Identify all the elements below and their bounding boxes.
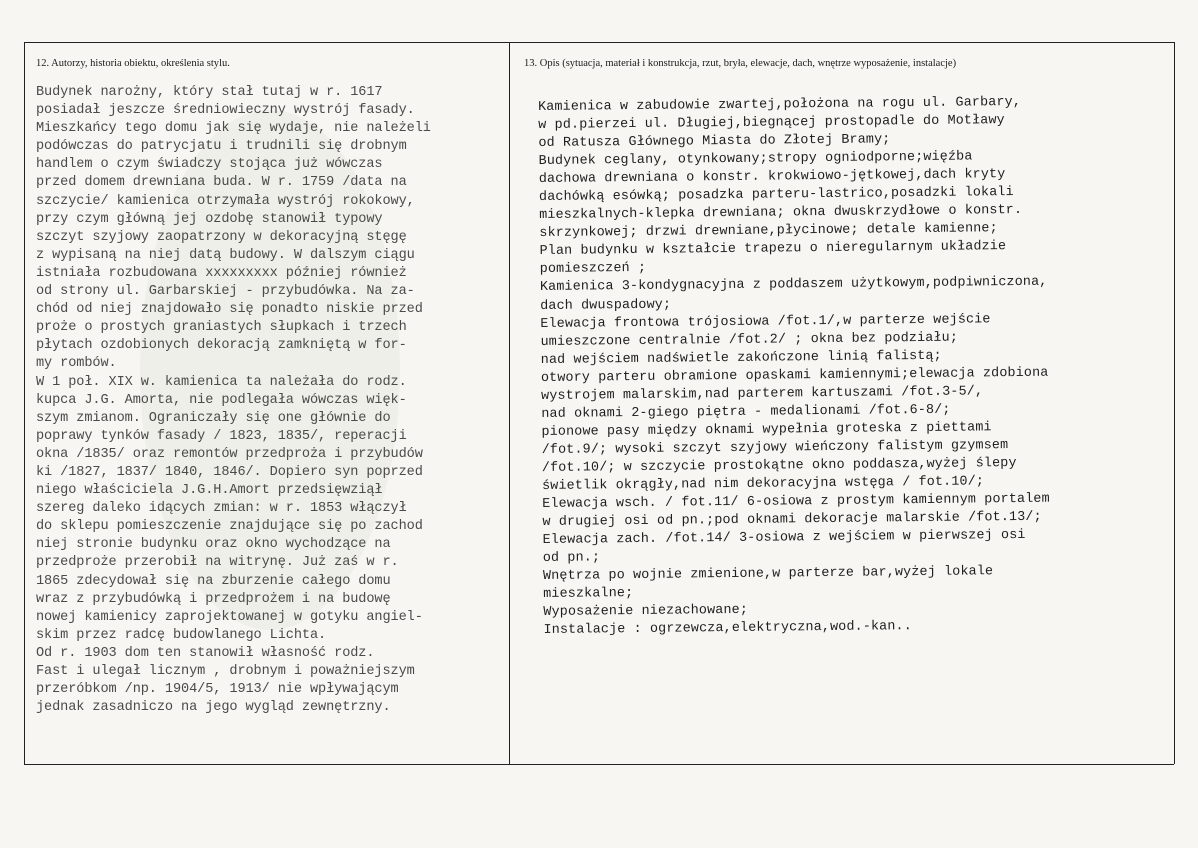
description-text-line: w drugiej osi od pn.;pod oknami dekoracje malarskie /fot.13/; [542,509,1042,531]
description-text-line: Kamienica w zabudowie zwartej,położona na rogu ul. Garbary, [538,94,1022,115]
description-text-line: Elewacja frontowa trójosiowa /fot.1/,w parterze wejście [540,311,991,332]
history-text-line: kupca J.G. Amorta, nie podlegała wówczas więk- [36,392,407,408]
history-text-line: szym zmianom. Ograniczały się one głównie do [36,410,391,426]
description-text-line: wystrojem malarskim,nad parterem kartuszami /fot.3-5/, [541,384,984,404]
history-text-line: istniała rozbudowana xxxxxxxxx później również [36,265,407,281]
history-text-line: Mieszkańcy tego domu jak się wydaje, nie należeli [36,121,431,137]
history-text-line: chód od niej znajdowało się ponadto niskie przed [36,302,423,318]
history-text-line: przeróbkom /np. 1904/5, 1913/ nie wpływającym [36,682,399,698]
history-text-line: przed domem drewniana buda. W r. 1759 /data na [36,175,407,191]
history-text-line: ki /1827, 1837/ 1840, 1846/. Dopiero syn poprzed [36,464,423,480]
history-text-line: skim przez radcę budowlanego Lichta. [36,627,327,643]
description-text-line: świetlik okrągły,nad nim dekoracyjna wstęga / fot.10/; [541,474,985,494]
description-text-line: Elewacja zach. /fot.14/ 3-osiowa z wejściem w pierwszej osi [542,528,1026,549]
description-text-line: w pd.pierzei ul. Długiej,biegnącej prostopadle do Motławy [538,113,1005,134]
history-text-line: handlem o czym świadczy stojąca już wówczas [36,157,383,173]
history-text-line: podówczas do patrycjatu i trudnili się drobnym [36,139,407,155]
history-text-line: poprawy tynków fasady / 1823, 1835/, reperacji [36,428,407,444]
description-text-line: od Ratusza Głównego Miasta do Złotej Bramy; [538,132,891,152]
description-text-line: otwory parteru obramione opaskami kamiennymi;elewacja zdobiona [540,365,1049,386]
description-text-line: mieszkalne; [543,586,634,603]
history-text-line: W 1 poł. XIX w. kamienica ta należała do rodz. [36,374,407,390]
section-13-header: 13. Opis (sytuacja, materiał i konstrukcja, rzut, bryła, elewacje, dach, wnętrze wyposażenie, instalacje) [524,58,957,69]
description-text-line: /fot.10/; w szczycie prostokątne okno poddasza,wyżej ślepy [541,455,1017,476]
history-text-line: okna /1835/ oraz remontów przedproża i przybudów [36,446,423,462]
history-text-line: do sklepu pomieszczenie znajdujące się po zachod [36,519,423,535]
history-text-line: niego właściciela J.G.H.Amort przedsięwziął [36,483,383,499]
history-text-line: od strony ul. Garbarskiej - przybudówka. Na za- [36,284,415,300]
description-text-line: dach dwuspadowy; [540,297,672,314]
history-text-line: wraz z przybudówką i przedprożem i na budowę [36,591,391,607]
description-text-line: umieszczone centralnie /fot.2/ ; okna bez podziału; [540,330,959,350]
description-text-line: nad wejściem nadświetle zakończone linią falistą; [540,348,942,368]
description-text-line: mieszkalnych-klepka drewniana; okna dwuskrzydłowe o konstr. [539,203,1023,224]
column-divider [509,42,510,764]
description-text-line: pionowe pasy między oknami wypełnia groteska z piettami [541,420,992,440]
section-12-header: 12. Autorzy, historia obiektu, określenia stylu. [36,58,230,69]
description-text-line: dachowa drewniana o konstr. krokwiowo-jętkowej,dach kryty [538,167,1006,188]
frame-left-border [24,42,25,764]
description-text-line: pomieszczeń ; [539,261,647,278]
history-text-line: przedproże przerobił na witrynę. Już zaś w r. [36,555,399,571]
description-text-block [538,94,1051,641]
history-text-line: przy czym główną jej ozdobę stanowił typowy [36,211,383,227]
description-text-line: Plan budynku w kształcie trapezu o nieregularnym układzie [539,239,1007,260]
description-text-line: Elewacja wsch. / fot.11/ 6-osiowa z prostym kamiennym portalem [542,491,1050,513]
frame-bottom-border [24,764,1174,765]
frame-right-border [1174,42,1175,764]
description-text-line: Wnętrza po wojnie zmienione,w parterze bar,wyżej lokale [542,564,994,585]
description-text-line: Instalacje : ogrzewcza,elektryczna,wod.-kan.. [543,619,912,639]
description-text-line: skrzynkowej; drzwi drewniane,płycinowe; detale kamienne; [539,221,998,242]
description-text-line: od pn.; [542,550,601,567]
history-text-line: posiadał jeszcze średniowieczny wystrój fasady. [36,103,415,119]
description-text-line: Budynek ceglany, otynkowany;stropy ogniodporne;więźba [538,149,973,170]
description-text-line: Kamienica 3-kondygnacyjna z poddaszem użytkowym,podpiwniczona, [539,275,1048,296]
history-text-line: my rombów. [36,356,117,372]
history-text-line: z wypisaną na niej datą budowy. W dalszym ciągu [36,247,415,263]
description-text-line: /fot.9/; wysoki szczyt szyjowy wieńczony falistym gzymsem [541,437,1009,458]
history-text-line: szczycie/ kamienica otrzymała wystrój rokokowy, [36,193,415,209]
history-text-line: nowej kamienicy zaprojektowanej w gotyku angiel- [36,609,423,625]
frame-top-border [24,42,1174,43]
history-text-line: Budynek narożny, który stał tutaj w r. 1617 [36,85,383,100]
description-text-line: dachówką esówką; posadzka parteru-lastrico,posadzki lokali [538,185,1014,206]
history-text-block [36,84,431,717]
history-text-line: szczyt szyjowy zaopatrzony w dekoracyjną stęgę [36,229,407,245]
history-text-line: szereg daleko idących zmian: w r. 1853 włączył [36,501,407,517]
history-text-line: Fast i ulegał licznym , drobnym i poważniejszym [36,664,415,679]
history-text-line: niej stronie budynku oraz okno wychodzące na [36,537,391,553]
description-text-line: nad oknami 2-giego piętra - medalionami /fot.6-8/; [541,402,951,422]
history-text-line: płytach ozdobionych dekoracją zamkniętą w for- [36,338,407,354]
history-text-line: proże o prostych graniastych słupkach i trzech [36,320,407,336]
history-text-line: Od r. 1903 dom ten stanowił własność rodz. [36,645,375,661]
history-text-line: jednak zasadniczo na jego wygląd zewnętrzny. [36,700,391,716]
history-text-line: 1865 zdecydował się na zburzenie całego domu [36,573,391,589]
description-text-line: Wyposażenie niezachowane; [543,603,749,621]
